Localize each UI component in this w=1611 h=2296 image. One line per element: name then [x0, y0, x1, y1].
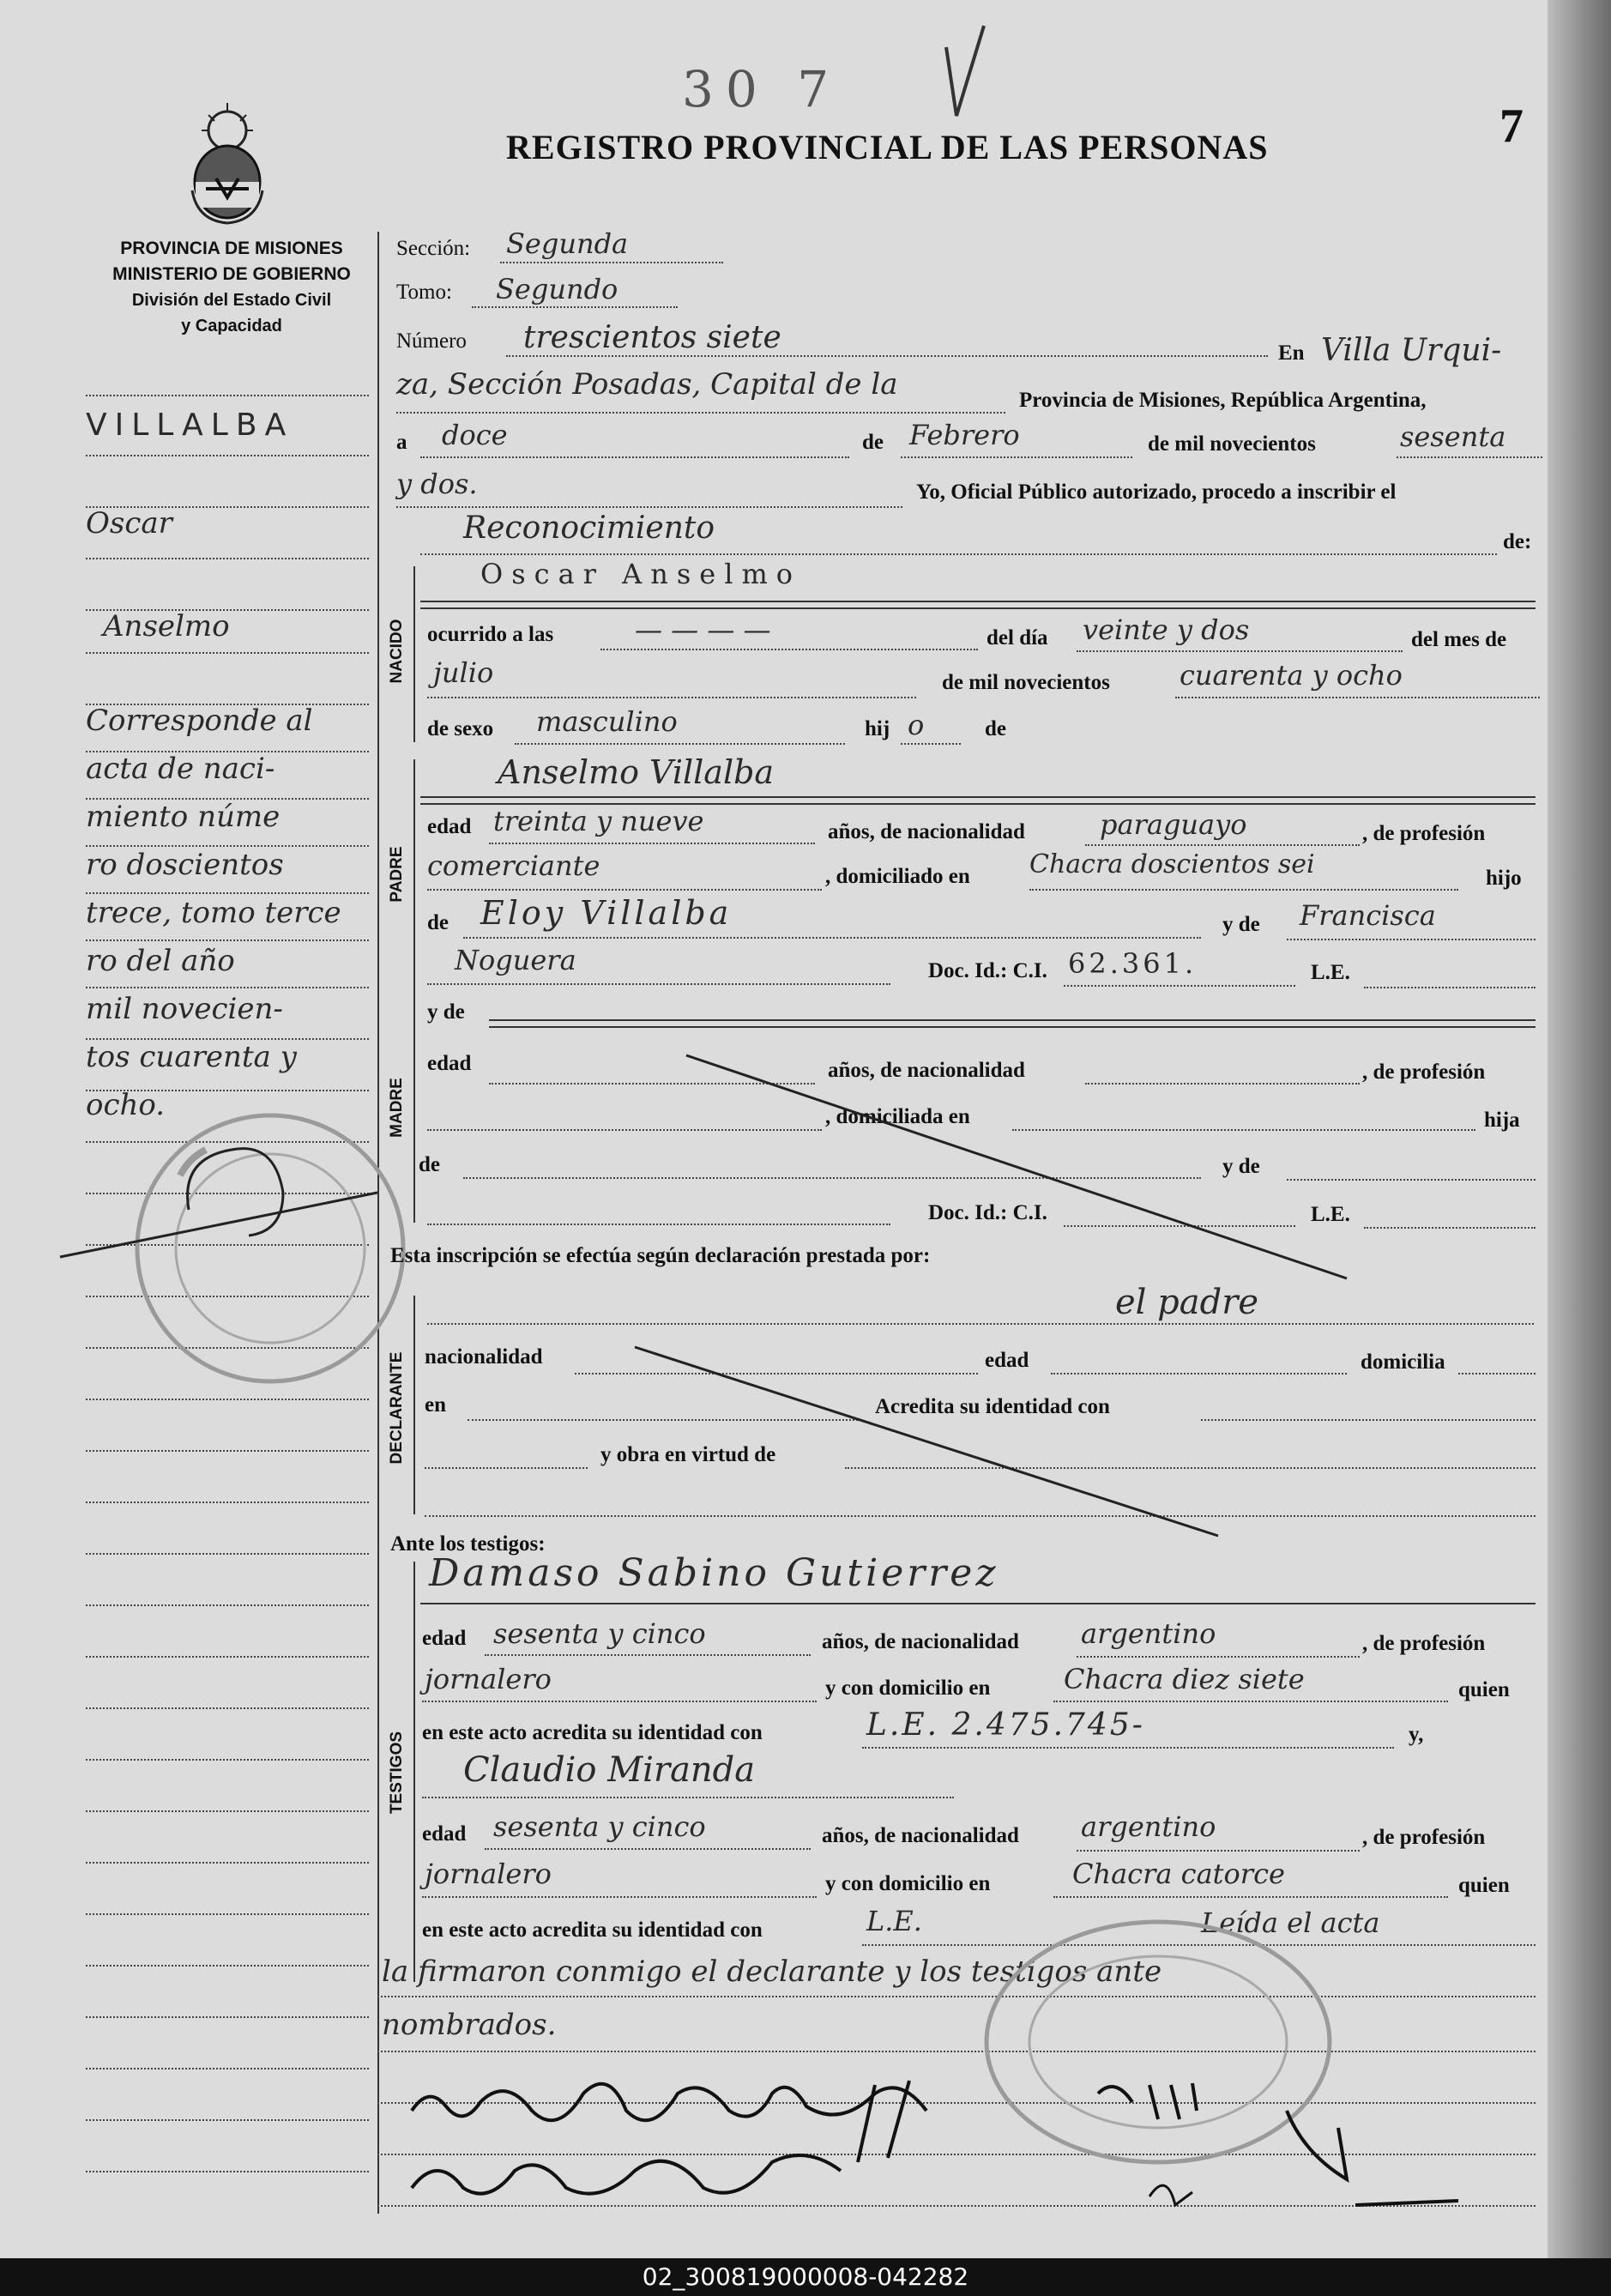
- testigo-1-dom-value: Chacra diez siete: [1064, 1663, 1305, 1695]
- padre-section-label: PADRE: [388, 846, 406, 903]
- margin-note-line-9: ocho.: [86, 1088, 166, 1122]
- testigos-section-label: TESTIGOS: [388, 1731, 406, 1815]
- declarante-section-label: DECLARANTE: [388, 1351, 406, 1465]
- declarante-acredita-label: Acredita su identidad con: [875, 1395, 1110, 1418]
- testigo-1-nac-value: argentino: [1081, 1617, 1216, 1650]
- madre-section-label: MADRE: [388, 1078, 406, 1138]
- margin-note-line-8: tos cuarenta y: [86, 1040, 297, 1074]
- coat-of-arms-icon: [180, 96, 275, 225]
- nacido-section-label: NACIDO: [388, 619, 406, 684]
- leida-text: Leída el acta: [1201, 1906, 1380, 1939]
- nacido-mes-value: julio: [433, 656, 494, 689]
- margin-note-line-6: ro del año: [86, 944, 235, 978]
- margin-surname: VILLALBA: [86, 408, 294, 443]
- madre-edad-label: edad: [427, 1052, 472, 1075]
- folio-number: 30 7: [682, 60, 842, 118]
- testigo-1-prof-value: jornalero: [425, 1663, 552, 1695]
- madre-dom-label: , domiciliada en: [825, 1105, 970, 1128]
- nacido-dia-value: veinte y dos: [1083, 613, 1250, 646]
- padre-madre-de-value: Francisca: [1300, 899, 1436, 932]
- acto-value: Reconocimiento: [463, 511, 715, 546]
- padre-doc-label: Doc. Id.: C.I.: [928, 959, 1047, 982]
- testigo-2-quien-label: quien: [1458, 1874, 1510, 1897]
- office-line-3: División del Estado Civil: [131, 291, 332, 310]
- padre-bracket: [413, 759, 415, 1000]
- declarante-edad-label: edad: [985, 1349, 1029, 1372]
- declarante-en-label: en: [425, 1393, 446, 1417]
- testigo-1-quien-label: quien: [1458, 1678, 1510, 1701]
- office-line-4: y Capacidad: [181, 317, 282, 335]
- madre-le-label: L.E.: [1311, 1203, 1350, 1226]
- testigo-2-nac-label: años, de nacionalidad: [822, 1824, 1019, 1847]
- padre-hijo-label: hijo: [1486, 867, 1522, 890]
- testigo-1-nac-label: años, de nacionalidad: [822, 1630, 1019, 1653]
- padre-dom-label: , domiciliado en: [825, 865, 970, 888]
- padre-edad-value: treinta y nueve: [493, 805, 704, 837]
- margin-note-line-3: miento núme: [86, 800, 281, 834]
- office-line-2: MINISTERIO DE GOBIERNO: [112, 264, 351, 284]
- testigo-1-edad-label: edad: [422, 1627, 467, 1650]
- office-heading: [86, 236, 377, 339]
- anio-value-2: y dos.: [396, 468, 478, 500]
- hora-value: — — — —: [635, 613, 771, 646]
- image-id-footer: 02_300819000008-042282: [0, 2258, 1611, 2296]
- madre-bracket: [413, 995, 415, 1223]
- testigo-1-acredita-label: en este acto acredita su identidad con: [422, 1721, 763, 1744]
- madre-nac-label: años, de nacionalidad: [828, 1059, 1025, 1082]
- testigo-2-edad-label: edad: [422, 1822, 467, 1846]
- margin-given-name: Oscar: [86, 506, 172, 541]
- testigo-1-edad-value: sesenta y cinco: [493, 1617, 706, 1650]
- en-value: Villa Urqui-: [1321, 333, 1502, 368]
- margin-note-line-4: ro doscientos: [86, 848, 284, 882]
- book-spine: [1548, 0, 1611, 2258]
- testigo-2-prof-label: , de profesión: [1362, 1826, 1486, 1849]
- hij-label: hij: [865, 717, 890, 740]
- testigo-2-prof-value: jornalero: [425, 1858, 552, 1890]
- de-colon: de:: [1503, 530, 1532, 553]
- declarante-bracket: [413, 1296, 415, 1514]
- testigo-1-doc-value: L.E. 2.475.745-: [866, 1707, 1145, 1743]
- padre-prof-label: , de profesión: [1362, 822, 1486, 845]
- dia-value: doce: [442, 419, 508, 451]
- provincia-text: Provincia de Misiones, República Argentina,: [1019, 389, 1427, 412]
- de-label: de: [862, 431, 884, 454]
- yo-text: Yo, Oficial Público autorizado, procedo a inscribir el: [916, 480, 1397, 504]
- del-dia-label: del día: [987, 626, 1048, 650]
- tomo-label: Tomo:: [396, 281, 452, 304]
- nacido-anio-label: de mil novecientos: [942, 671, 1110, 694]
- padre-de-label: de: [427, 911, 449, 934]
- declarante-obra-label: y obra en virtud de: [600, 1443, 776, 1466]
- anio-value: sesenta: [1400, 420, 1506, 453]
- padre-de-value: Eloy Villalba: [480, 894, 733, 932]
- padre-madre-de-value-2: Noguera: [455, 944, 576, 976]
- testigo-2-doc-value: L.E.: [866, 1905, 922, 1937]
- margin-note-line-7: mil novecien-: [86, 992, 283, 1026]
- testigo-1-nombre: Damaso Sabino Gutierrez: [429, 1551, 999, 1595]
- testigo-1-dom-label: y con domicilio en: [825, 1677, 991, 1700]
- padre-nac-label: años, de nacionalidad: [828, 820, 1025, 843]
- declaracion-text: Esta inscripción se efectúa según declaración prestada por:: [390, 1244, 931, 1267]
- declaracion-value: el padre: [1115, 1283, 1259, 1322]
- place-line: za, Sección Posadas, Capital de la: [396, 367, 898, 402]
- padre-y-de-label: y de: [1222, 913, 1260, 936]
- padre-prof-value: comerciante: [427, 849, 600, 882]
- sexo-value: masculino: [536, 705, 678, 738]
- padre-dom-value: Chacra doscientos sei: [1029, 849, 1315, 879]
- margin-note-line-1: Corresponde al: [86, 704, 313, 738]
- madre-doc-label: Doc. Id.: C.I.: [928, 1201, 1047, 1224]
- register-title: REGISTRO PROVINCIAL DE LAS PERSONAS: [506, 128, 1269, 166]
- nacido-bracket: [413, 566, 415, 742]
- testigo-2-dom-label: y con domicilio en: [825, 1872, 991, 1895]
- testigo-2-dom-value: Chacra catorce: [1072, 1858, 1285, 1890]
- page-number: 7: [1499, 100, 1524, 153]
- padre-le-label: L.E.: [1311, 961, 1350, 984]
- cierre-line-2: nombrados.: [382, 2008, 557, 2042]
- tomo-value: Segundo: [496, 273, 618, 305]
- padre-nombre: Anselmo Villalba: [498, 753, 775, 791]
- sexo-label: de sexo: [427, 717, 494, 740]
- numero-value: trescientos siete: [523, 320, 781, 355]
- declarante-cancel-line-icon: [626, 1338, 1227, 1544]
- seccion-label: Sección:: [396, 237, 471, 260]
- seccion-value: Segunda: [506, 227, 629, 260]
- testigo-1-prof-label: , de profesión: [1362, 1632, 1486, 1655]
- office-line-1: PROVINCIA DE MISIONES: [120, 239, 343, 258]
- nacido-de-label: de: [985, 717, 1006, 740]
- padre-doc-value: 62.361.: [1068, 947, 1198, 980]
- testigos-bracket: [413, 1562, 415, 1982]
- testigo-2-edad-value: sesenta y cinco: [493, 1810, 706, 1843]
- madre-hija-label: hija: [1484, 1109, 1520, 1132]
- signatures-icon: [395, 2059, 1510, 2239]
- cierre-line-1: la firmaron conmigo el declarante y los testigos ante: [382, 1955, 1162, 1989]
- margin-note-line-5: trece, tomo terce: [86, 896, 341, 930]
- anio-label: de mil novecientos: [1148, 432, 1316, 456]
- madre-y-de-label: y de: [427, 1000, 465, 1024]
- del-mes-label: del mes de: [1411, 628, 1507, 651]
- nacido-anio-value: cuarenta y ocho: [1180, 659, 1403, 692]
- margin-note-line-2: acta de naci-: [86, 752, 275, 786]
- padre-nac-value: paraguayo: [1100, 808, 1247, 841]
- madre-prof-label: , de profesión: [1362, 1060, 1486, 1084]
- padre-edad-label: edad: [427, 815, 472, 838]
- testigo-2-acredita-label: en este acto acredita su identidad con: [422, 1918, 763, 1942]
- numero-label: Número: [396, 329, 467, 353]
- declarante-nac-label: nacionalidad: [425, 1345, 543, 1369]
- en-label: En: [1278, 341, 1305, 365]
- check-mark-icon: [939, 21, 991, 124]
- declarante-dom-label: domicilia: [1361, 1350, 1445, 1374]
- madre-de-label: de: [419, 1153, 440, 1176]
- testigo-y-label: y,: [1409, 1723, 1424, 1746]
- ocurrido-label: ocurrido a las: [427, 623, 554, 646]
- testigos-ante-label: Ante los testigos:: [390, 1532, 546, 1556]
- testigo-2-nac-value: argentino: [1081, 1810, 1216, 1843]
- nombre-value: Oscar Anselmo: [480, 558, 802, 590]
- margin-given-name-2: Anselmo: [103, 609, 230, 643]
- mes-value: Febrero: [909, 419, 1020, 451]
- a-label: a: [396, 431, 407, 454]
- testigo-2-nombre: Claudio Miranda: [463, 1750, 756, 1790]
- madre-y-de-label-2: y de: [1222, 1155, 1260, 1178]
- hij-value: o: [908, 709, 925, 741]
